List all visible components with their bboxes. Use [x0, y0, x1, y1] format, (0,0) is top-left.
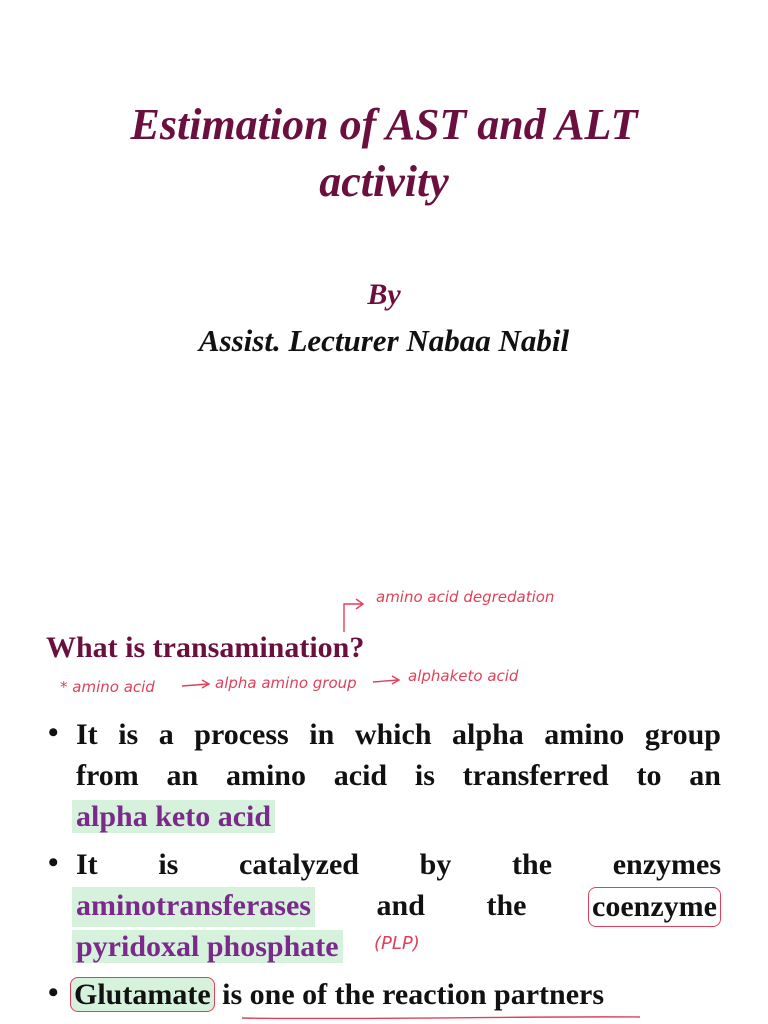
term-alpha-keto-acid: alpha keto acid — [72, 800, 275, 833]
arrowhead-flow-2-icon — [392, 676, 399, 684]
note-flow-alpha-amino-group: alpha amino group — [215, 674, 357, 692]
word: process — [194, 718, 289, 751]
word: is — [414, 759, 435, 792]
bullet-1-line-3 — [76, 798, 275, 836]
word: from — [76, 759, 139, 792]
slide-title-line-2: activity — [319, 157, 449, 206]
slide-title-line-1: Estimation of AST and ALT — [130, 100, 638, 149]
bullet-2-line-1 — [76, 846, 721, 884]
word: catalyzed — [239, 848, 359, 881]
term-aminotransferases: aminotransferases — [72, 887, 315, 927]
note-plp: (PLP) — [374, 933, 420, 954]
word: a — [158, 718, 174, 751]
word: to — [636, 759, 662, 792]
note-flow-alphaketo-acid: alphaketo acid — [408, 667, 519, 685]
arrow-flow-1-icon — [182, 684, 208, 686]
word-the: the — [486, 889, 527, 922]
author-name: Assist. Lecturer Nabaa Nabil — [198, 323, 570, 358]
note-flow-amino-acid: * amino acid — [60, 678, 155, 696]
note-amino-acid-degradation: amino acid degredation — [376, 588, 555, 606]
bullet-3-marker: • — [48, 976, 59, 1009]
word: an — [166, 759, 199, 792]
bullet-2-line-3 — [76, 928, 343, 966]
word: It — [76, 848, 98, 881]
term-glutamate: Glutamate — [70, 977, 215, 1012]
bullet-3-line-1 — [76, 976, 604, 1014]
bullet-2-line-2 — [76, 887, 721, 927]
word: transferred — [462, 759, 609, 792]
section-heading: What is transamination? — [46, 631, 365, 664]
arrowhead-degradation-icon — [356, 599, 363, 609]
bullet-1-marker: • — [48, 716, 59, 749]
word: acid — [333, 759, 388, 792]
slide-title — [40, 96, 728, 210]
arrowhead-flow-1-icon — [202, 680, 209, 688]
word: amino — [544, 718, 625, 751]
word: alpha — [452, 718, 524, 751]
word-and: and — [376, 889, 425, 922]
word: in — [309, 718, 335, 751]
underline-reaction-partners-icon — [242, 1017, 640, 1019]
bullet-1-line-1 — [76, 716, 721, 754]
word: which — [354, 718, 432, 751]
term-pyridoxal-phosphate: pyridoxal phosphate — [72, 930, 343, 963]
arrow-flow-2-icon — [373, 680, 398, 682]
word: the — [512, 848, 553, 881]
bullet-1-line-2 — [76, 757, 721, 795]
word: is — [158, 848, 179, 881]
by-label: By — [367, 278, 401, 311]
bullet-2-marker: • — [48, 846, 59, 879]
word: is — [118, 718, 139, 751]
word: It — [76, 718, 98, 751]
word: by — [419, 848, 452, 881]
bullet-3-text: is one of the reaction partners — [222, 978, 605, 1011]
word: enzymes — [612, 848, 721, 881]
term-coenzyme: coenzyme — [588, 887, 721, 927]
word: group — [644, 718, 721, 751]
word: an — [689, 759, 721, 792]
word: amino — [225, 759, 306, 792]
